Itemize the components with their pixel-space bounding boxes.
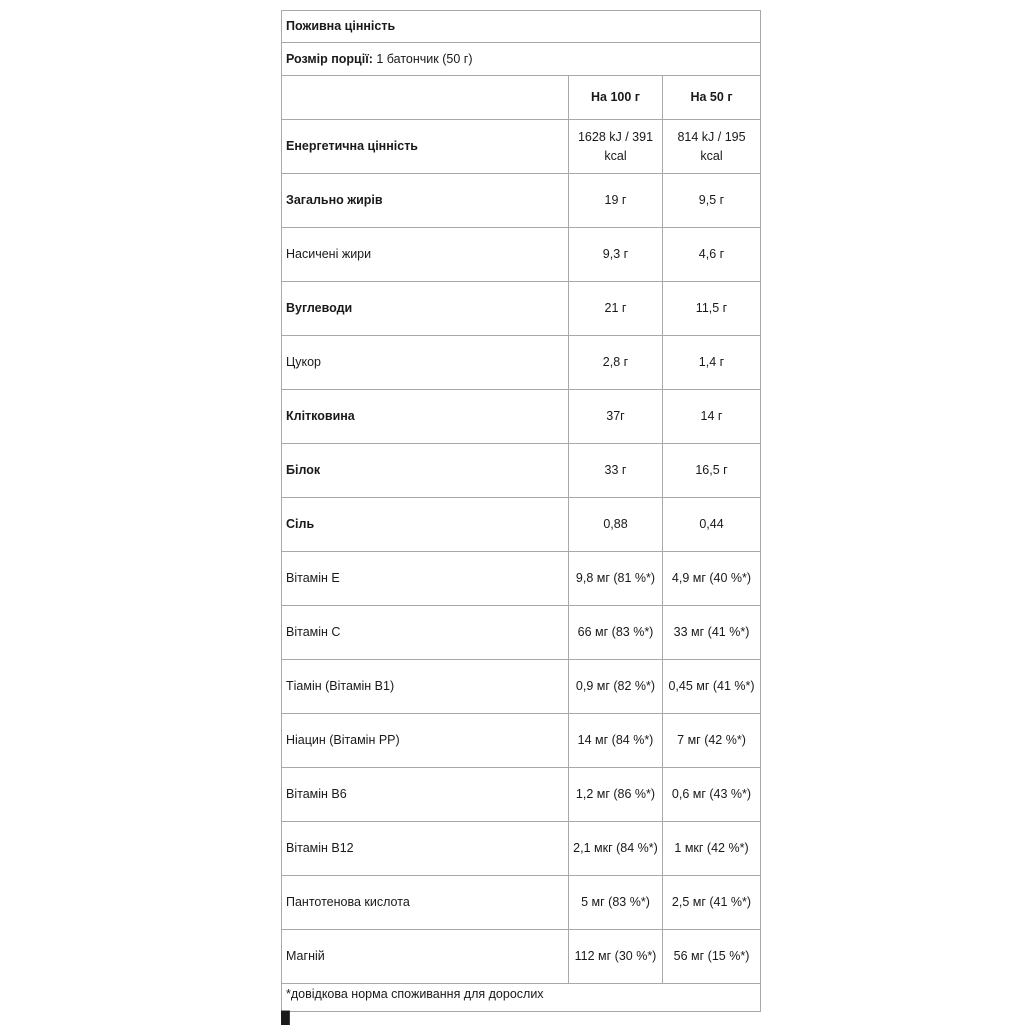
value-per-50g: 2,5 мг (41 %*) <box>663 876 761 930</box>
value-per-100g: 21 г <box>569 282 663 336</box>
value-per-100g: 9,8 мг (81 %*) <box>569 552 663 606</box>
table-row <box>282 714 761 768</box>
value-per-50g: 0,6 мг (43 %*) <box>663 768 761 822</box>
nutrient-name: Вітамін B6 <box>282 768 569 822</box>
nutrient-name: Клітковина <box>282 390 569 444</box>
value-per-100g: 0,9 мг (82 %*) <box>569 660 663 714</box>
table-row <box>282 120 761 174</box>
value-per-50g: 0,45 мг (41 %*) <box>663 660 761 714</box>
nutrient-name: Загально жирів <box>282 174 569 228</box>
value-per-100g: 2,1 мкг (84 %*) <box>569 822 663 876</box>
value-per-50g: 4,9 мг (40 %*) <box>663 552 761 606</box>
table-row <box>282 498 761 552</box>
table-row <box>282 390 761 444</box>
table-row <box>282 552 761 606</box>
value-per-50g: 814 kJ / 195 kcal <box>663 120 761 174</box>
nutrient-name: Магній <box>282 930 569 984</box>
nutrient-name: Ніацин (Вітамін PP) <box>282 714 569 768</box>
nutrient-name: Тіамін (Вітамін B1) <box>282 660 569 714</box>
value-per-100g: 19 г <box>569 174 663 228</box>
table-row <box>282 768 761 822</box>
serving-size-row <box>282 43 761 76</box>
table-row <box>282 660 761 714</box>
value-per-50g: 1,4 г <box>663 336 761 390</box>
column-header-row <box>282 76 761 120</box>
value-per-100g: 5 мг (83 %*) <box>569 876 663 930</box>
value-per-50g: 1 мкг (42 %*) <box>663 822 761 876</box>
value-per-100g: 33 г <box>569 444 663 498</box>
column-header-per-100g: На 100 г <box>569 76 663 120</box>
table-row <box>282 228 761 282</box>
table-row <box>282 174 761 228</box>
table-row <box>282 336 761 390</box>
value-per-50g: 14 г <box>663 390 761 444</box>
nutrient-name: Білок <box>282 444 569 498</box>
value-per-100g: 66 мг (83 %*) <box>569 606 663 660</box>
nutrient-name: Насичені жири <box>282 228 569 282</box>
nutrient-name: Вітамін B12 <box>282 822 569 876</box>
value-per-50g: 7 мг (42 %*) <box>663 714 761 768</box>
footnote: *довідкова норма споживання для дорослих <box>282 984 761 1012</box>
table-row <box>282 822 761 876</box>
nutrient-name: Енергетична цінність <box>282 120 569 174</box>
nutrient-name: Пантотенова кислота <box>282 876 569 930</box>
value-per-50g: 56 мг (15 %*) <box>663 930 761 984</box>
clipped-text-line <box>281 1011 571 1025</box>
table-row <box>282 930 761 984</box>
value-per-100g: 112 мг (30 %*) <box>569 930 663 984</box>
table-row <box>282 282 761 336</box>
value-per-100g: 1,2 мг (86 %*) <box>569 768 663 822</box>
footnote-row <box>282 984 761 1012</box>
nutrition-table <box>281 10 761 1012</box>
table-row <box>282 606 761 660</box>
value-per-50g: 33 мг (41 %*) <box>663 606 761 660</box>
serving-size-label: Розмір порції: <box>286 51 373 66</box>
column-header-nutrient <box>282 76 569 120</box>
value-per-50g: 11,5 г <box>663 282 761 336</box>
clipped-text-glyphs: █ <box>281 1011 409 1025</box>
value-per-50g: 16,5 г <box>663 444 761 498</box>
table-row <box>282 444 761 498</box>
value-per-100g: 2,8 г <box>569 336 663 390</box>
table-title-row <box>282 11 761 43</box>
nutrient-name: Вуглеводи <box>282 282 569 336</box>
column-header-per-50g: На 50 г <box>663 76 761 120</box>
value-per-50g: 4,6 г <box>663 228 761 282</box>
value-per-100g: 37г <box>569 390 663 444</box>
value-per-50g: 0,44 <box>663 498 761 552</box>
nutrient-name: Вітамін E <box>282 552 569 606</box>
value-per-100g: 9,3 г <box>569 228 663 282</box>
serving-size-value: 1 батончик (50 г) <box>376 51 473 66</box>
table-title: Поживна цінність <box>282 11 761 43</box>
nutrition-facts-panel <box>281 10 760 1012</box>
nutrient-name: Сіль <box>282 498 569 552</box>
value-per-100g: 14 мг (84 %*) <box>569 714 663 768</box>
value-per-100g: 1628 kJ / 391 kcal <box>569 120 663 174</box>
nutrient-name: Вітамін C <box>282 606 569 660</box>
table-row <box>282 876 761 930</box>
value-per-50g: 9,5 г <box>663 174 761 228</box>
nutrient-name: Цукор <box>282 336 569 390</box>
value-per-100g: 0,88 <box>569 498 663 552</box>
